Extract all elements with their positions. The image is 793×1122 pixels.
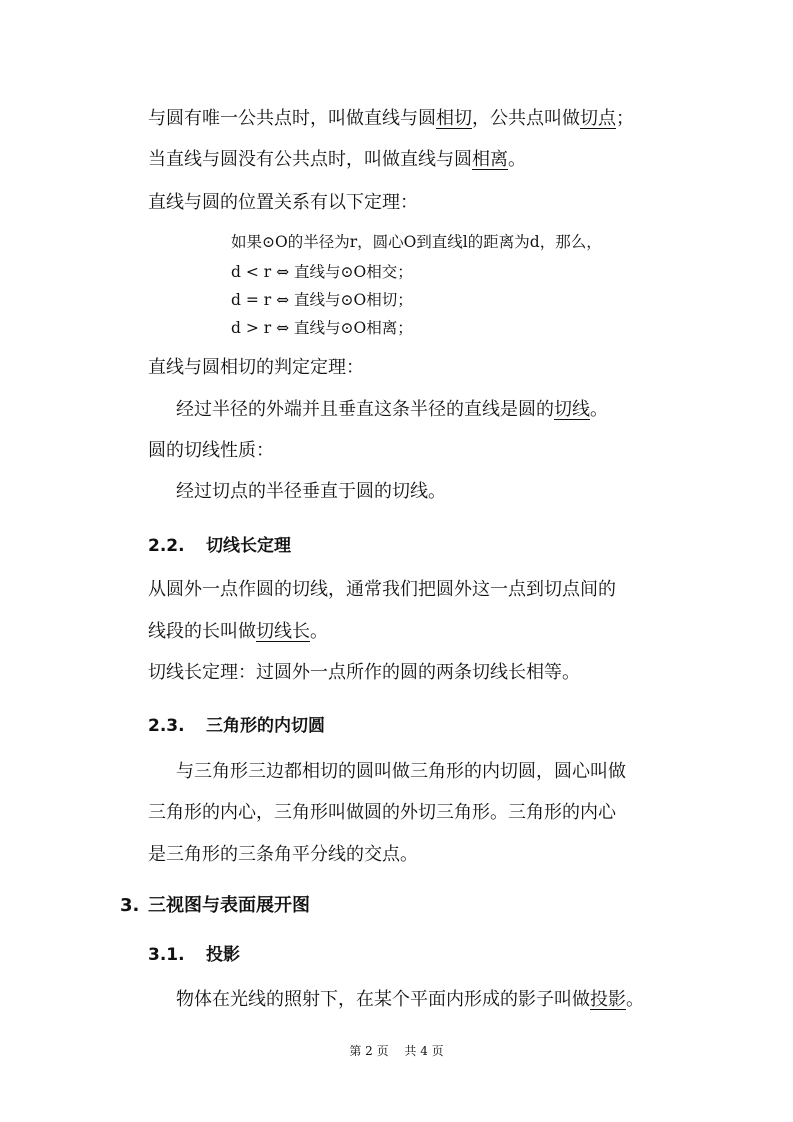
heading-number: 3. [120, 895, 140, 916]
heading-title: 切线长定理 [206, 536, 291, 556]
term-tangent-length: 切线长 [256, 621, 310, 642]
paragraph-tangent-definition [148, 109, 634, 129]
paragraph-separate-definition [148, 150, 526, 170]
text: 与圆有唯一公共点时，叫做直线与圆 [148, 108, 436, 129]
paragraph-theorem-intro: 直线与圆的位置关系有以下定理： [148, 192, 418, 213]
heading-title: 投影 [206, 945, 240, 965]
paragraph-2-3-line3: 是三角形的三条角平分线的交点。 [148, 844, 418, 865]
text: 。 [310, 621, 328, 642]
text: 物体在光线的照射下，在某个平面内形成的影子叫做 [176, 989, 590, 1010]
text: ； [616, 108, 634, 129]
text: 当直线与圆没有公共点时，叫做直线与圆 [148, 149, 472, 170]
paragraph-2-3-line1: 与三角形三边都相切的圆叫做三角形的内切圆，圆心叫做 [176, 761, 626, 782]
property-text: 经过切点的半径垂直于圆的切线。 [176, 481, 446, 502]
paragraph-2-2-line3: 切线长定理：过圆外一点所作的圆的两条切线长相等。 [148, 662, 580, 683]
judge-theorem-text [176, 400, 608, 420]
heading-title: 三角形的内切圆 [206, 716, 325, 736]
term-tangent: 相切 [436, 108, 472, 129]
text: 。 [508, 149, 526, 170]
heading-3-1 [148, 940, 240, 965]
heading-title: 三视图与表面展开图 [148, 895, 310, 916]
heading-number: 2.3. [148, 716, 185, 736]
heading-2-2 [148, 531, 291, 556]
page-footer [0, 1042, 793, 1059]
theorem-line-2: d = r ⇔ 直线与⊙O相切； [231, 291, 413, 309]
paragraph-2-3-line2: 三角形的内心，三角形叫做圆的外切三角形。三角形的内心 [148, 802, 616, 823]
heading-number: 2.2. [148, 536, 185, 556]
property-title: 圆的切线性质： [148, 440, 274, 461]
term-separate: 相离 [472, 149, 508, 170]
text: 线段的长叫做 [148, 621, 256, 642]
term-tangent-line: 切线 [554, 399, 590, 420]
heading-2-3 [148, 711, 325, 736]
text: 经过半径的外端并且垂直这条半径的直线是圆的 [176, 399, 554, 420]
judge-theorem-title: 直线与圆相切的判定定理： [148, 357, 364, 378]
page-number: 第 2 页 [349, 1044, 389, 1058]
text: ，公共点叫做 [472, 108, 580, 129]
theorem-line-1: d < r ⇔ 直线与⊙O相交； [231, 263, 413, 281]
term-projection: 投影 [590, 989, 626, 1010]
theorem-line-0: 如果⊙O的半径为r，圆心O到直线l的距离为d，那么， [231, 233, 602, 251]
theorem-line-3: d > r ⇔ 直线与⊙O相离； [231, 319, 413, 337]
paragraph-2-2-line2 [148, 622, 328, 642]
paragraph-2-2-line1: 从圆外一点作圆的切线，通常我们把圆外这一点到切点间的 [148, 579, 616, 600]
heading-3 [120, 891, 310, 917]
page-total: 共 4 页 [404, 1044, 444, 1058]
heading-number: 3.1. [148, 945, 185, 965]
text: 。 [626, 989, 644, 1010]
text: 。 [590, 399, 608, 420]
paragraph-3-1-line1 [176, 990, 644, 1010]
term-tangent-point: 切点 [580, 108, 616, 129]
